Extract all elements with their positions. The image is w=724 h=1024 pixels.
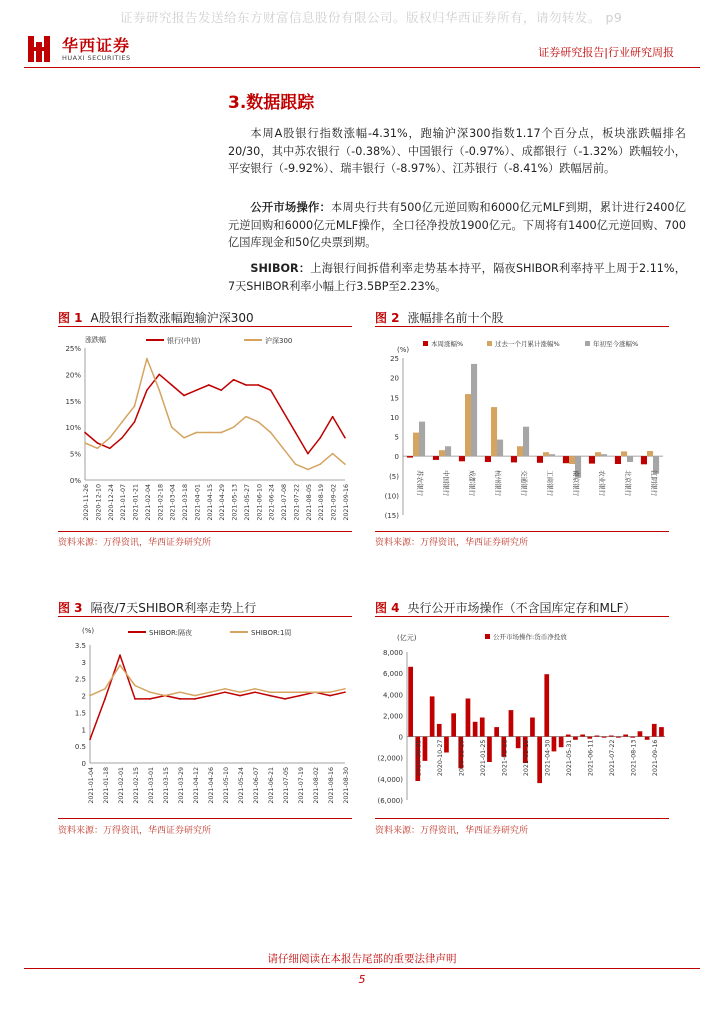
bar — [645, 737, 650, 740]
y-tick-label: (15) — [384, 512, 399, 520]
bar — [485, 456, 491, 462]
bar — [437, 724, 442, 737]
x-tick-label: 2021-05-13 — [231, 484, 239, 521]
y-tick-label: 25% — [65, 345, 81, 353]
x-tick-label: 南京银行 — [572, 470, 580, 497]
bar — [473, 722, 478, 737]
series-line-1 — [85, 374, 345, 453]
bar — [433, 456, 439, 460]
data-point — [284, 691, 286, 693]
bar — [491, 407, 497, 456]
bar — [544, 674, 549, 736]
y-tick-label: 0 — [398, 733, 403, 742]
bar — [408, 667, 413, 737]
data-point — [224, 691, 226, 693]
x-tick-label: 2021-02-22 — [501, 739, 509, 777]
bar — [615, 456, 621, 464]
legal-notice: 请仔细阅读在本报告尾部的重要法律声明 — [267, 953, 457, 965]
x-tick-label: 2020-08-05 — [415, 739, 423, 777]
figure-3-chart — [58, 620, 352, 816]
x-tick-label: 2021-06-10 — [256, 484, 264, 521]
data-point — [84, 442, 86, 444]
data-point — [258, 384, 260, 386]
data-point — [134, 685, 136, 687]
y-tick-label: 6,000 — [382, 670, 403, 679]
x-tick-label: 2021-04-30 — [544, 739, 552, 777]
x-tick-label: 交通银行 — [520, 470, 528, 497]
data-point — [239, 691, 241, 693]
figure-2-rule — [375, 326, 669, 327]
data-point — [134, 421, 136, 423]
y-tick-label: 15 — [390, 394, 399, 403]
legend-swatch — [487, 341, 492, 346]
bar — [566, 735, 571, 737]
x-tick-label: 2021-06-11 — [587, 739, 595, 777]
x-tick-label: 2021-09-16 — [652, 739, 660, 777]
x-tick-label: 2021-07-22 — [609, 739, 617, 777]
open-market-label: 公开市场操作： — [250, 201, 332, 214]
x-tick-label: 2021-06-24 — [268, 484, 276, 521]
bar — [451, 713, 456, 736]
data-point — [183, 395, 185, 397]
figure-3-header — [58, 599, 350, 616]
legend-label: 公开市场操作:货币净投放 — [493, 633, 567, 641]
data-point — [239, 695, 241, 697]
bar — [623, 735, 628, 737]
x-tick-label: 2021-02-15 — [133, 767, 140, 804]
page-number: 5 — [358, 973, 366, 986]
y-tick-label: 2.5 — [74, 675, 86, 684]
x-tick-label: 中国银行 — [442, 470, 450, 497]
x-tick-label: 2021-01-21 — [132, 484, 140, 521]
data-point — [299, 695, 301, 697]
y-tick-label: (6,000) — [377, 797, 403, 805]
shibor-text: 上海银行间拆借利率走势基本持平，隔夜SHIBOR利率持平上周于2.11%，7天SHIBOR利率小幅上行3.5BP至2.23%。 — [228, 262, 686, 293]
data-point — [295, 463, 297, 465]
bar — [589, 456, 595, 464]
watermark-text: 证券研究报告发送给东方财富信息股份有限公司。版权归华西证券所有，请勿转发。 p9 — [120, 10, 623, 25]
data-point — [344, 437, 346, 439]
y-tick-label: 2 — [81, 692, 86, 701]
legend-swatch — [485, 634, 490, 639]
x-tick-label: 2021-08-16 — [328, 767, 335, 804]
x-tick-label: 苏农银行 — [416, 470, 424, 497]
data-point — [119, 664, 121, 666]
data-point — [158, 374, 160, 376]
data-point — [307, 453, 309, 455]
y-tick-label: 3 — [81, 658, 86, 667]
x-tick-label: 2020-12-29 — [458, 739, 466, 777]
x-tick-label: 2021-03-15 — [163, 767, 170, 804]
figure-4-chart — [375, 620, 669, 816]
data-point — [220, 389, 222, 391]
figure-1-chart — [58, 330, 352, 530]
y-tick-label: (10) — [384, 492, 399, 501]
data-point — [332, 416, 334, 418]
data-point — [109, 448, 111, 450]
bar — [609, 736, 614, 737]
x-tick-label: 2021-07-19 — [298, 767, 305, 804]
data-point — [344, 463, 346, 465]
bar — [601, 454, 607, 456]
x-tick-label: 2021-08-30 — [343, 767, 350, 804]
bar — [465, 394, 471, 456]
bar — [466, 699, 471, 737]
legend-label: SHIBOR:1周 — [251, 629, 292, 637]
bar — [516, 737, 521, 749]
data-point — [97, 448, 99, 450]
figure-2-title: 涨幅排名前十个股 — [407, 311, 504, 325]
x-tick-label: 2021-05-31 — [566, 739, 574, 777]
data-point — [299, 691, 301, 693]
x-tick-label: 2021-01-07 — [120, 484, 128, 521]
figure-3-bottom-rule — [58, 818, 352, 819]
data-point — [164, 695, 166, 697]
x-tick-label: 2021-03-29 — [178, 767, 185, 804]
x-tick-label: 2020-12-10 — [95, 484, 103, 521]
data-point — [104, 698, 106, 700]
x-tick-label: 2021-09-16 — [343, 484, 350, 521]
x-tick-label: 2021-04-15 — [206, 484, 214, 521]
bar — [630, 737, 635, 738]
legend-label: 年初至今涨幅% — [593, 340, 639, 348]
data-point — [254, 691, 256, 693]
data-point — [89, 739, 91, 741]
data-point — [254, 688, 256, 690]
figure-4-rule — [375, 616, 669, 617]
data-point — [84, 432, 86, 434]
figure-1-bottom-rule — [58, 531, 352, 532]
bar — [587, 737, 592, 739]
data-point — [146, 389, 148, 391]
y-tick-label: 20 — [390, 374, 399, 383]
figure-4-title: 央行公开市场操作（不含国库定存和MLF） — [407, 601, 636, 615]
data-point — [171, 426, 173, 428]
data-point — [209, 695, 211, 697]
y-tick-label: (4,000) — [377, 775, 403, 784]
bar — [487, 737, 492, 762]
data-point — [269, 691, 271, 693]
bar — [580, 735, 585, 737]
data-point — [319, 437, 321, 439]
series-line-2 — [85, 359, 345, 470]
bar — [621, 451, 627, 456]
figure-4-bottom-rule — [375, 818, 669, 819]
bar — [439, 450, 445, 456]
bar — [423, 737, 428, 761]
bar — [497, 440, 503, 457]
series-line-1 — [90, 655, 345, 739]
bar — [652, 724, 657, 737]
data-point — [121, 421, 123, 423]
x-tick-label: 2021-01-25 — [480, 739, 488, 777]
data-point — [194, 698, 196, 700]
x-tick-label: 2020-10-27 — [437, 739, 445, 777]
y-tick-label: 5 — [394, 433, 399, 442]
y-tick-label: (5) — [389, 472, 399, 481]
y-axis-title: (%) — [397, 346, 410, 354]
figure-1-rule — [58, 326, 352, 327]
data-point — [134, 698, 136, 700]
data-point — [146, 358, 148, 360]
y-tick-label: 2,000 — [382, 712, 403, 721]
bar — [413, 433, 419, 457]
bar — [509, 710, 514, 736]
data-point — [89, 695, 91, 697]
figure-4-number: 图 4 — [375, 601, 400, 615]
bar — [480, 718, 485, 737]
bar — [573, 737, 578, 740]
y-tick-label: 15% — [65, 397, 81, 406]
data-point — [258, 421, 260, 423]
figure-1-source: 资料来源：万得资讯，华西证券研究所 — [58, 538, 212, 548]
data-point — [270, 432, 272, 434]
y-tick-label: 8,000 — [382, 649, 403, 657]
data-point — [171, 384, 173, 386]
y-tick-label: 20% — [65, 371, 81, 380]
data-point — [208, 384, 210, 386]
figure-2-source: 资料来源：万得资讯，华西证券研究所 — [375, 538, 529, 548]
data-point — [224, 688, 226, 690]
bar — [444, 737, 449, 753]
open-market-text: 本周央行共有500亿元逆回购和6000亿元MLF到期，累计进行2400亿元逆回购和6000亿元MLF操作，全口径净投放1900亿元。下周将有1400亿元逆回购、700亿国库现金和50亿央票到期。 — [228, 201, 686, 249]
bar — [430, 696, 435, 736]
data-point — [134, 405, 136, 407]
legend-label: 银行(中信) — [167, 337, 201, 345]
legend-label: 过去一个月累计涨幅% — [495, 340, 560, 348]
x-tick-label: 2021-06-07 — [253, 767, 260, 804]
legend-label: SHIBOR:隔夜 — [149, 629, 192, 637]
bar — [543, 452, 549, 456]
y-tick-label: 10 — [390, 413, 399, 422]
data-point — [295, 432, 297, 434]
bar — [552, 737, 557, 752]
data-point — [208, 432, 210, 434]
y-tick-label: 0 — [81, 760, 86, 768]
x-tick-label: 2021-03-18 — [182, 484, 190, 521]
data-point — [179, 698, 181, 700]
data-point — [194, 695, 196, 697]
x-tick-label: 2021-02-01 — [118, 767, 125, 804]
bar — [595, 736, 600, 737]
company-name-cn: 华西证券 — [62, 36, 131, 55]
figure-4-header — [375, 599, 675, 616]
x-tick-label: 农业银行 — [598, 470, 606, 497]
y-tick-label: 4,000 — [382, 691, 403, 700]
huaxi-logo-icon — [28, 36, 50, 62]
bar — [494, 727, 499, 737]
x-tick-label: 江阴银行 — [650, 470, 658, 497]
figure-2-bottom-rule — [375, 531, 669, 532]
bar — [419, 422, 425, 457]
paragraph-open-market — [228, 199, 686, 252]
data-point — [245, 384, 247, 386]
paragraph-shibor — [228, 260, 686, 295]
data-point — [97, 442, 99, 444]
figure-1-number: 图 1 — [58, 311, 83, 325]
bar — [595, 452, 601, 456]
bar — [616, 737, 621, 738]
x-tick-label: 2021-08-13 — [630, 739, 638, 777]
figure-2-number: 图 2 — [375, 311, 400, 325]
x-tick-label: 2021-08-02 — [313, 767, 320, 804]
y-tick-label: 0 — [394, 453, 399, 462]
x-tick-label: 2021-01-04 — [88, 767, 95, 804]
figure-2-chart — [375, 330, 669, 530]
data-point — [245, 416, 247, 418]
paragraph-bank-index: 本周A股银行指数涨幅-4.31%，跑输沪深300指数1.17个百分点，板块涨跌幅排名20/30，其中苏农银行（-0.38%）、中国银行（-0.97%）、成都银行（-1.32%）跌幅较小，平安银行（-9.92%）、瑞丰银行（-8.97%）、江苏银行（-8.41%）跌幅居前。 — [228, 127, 686, 175]
x-tick-label: 北京银行 — [624, 470, 632, 497]
data-point — [109, 437, 111, 439]
bar — [602, 737, 607, 738]
x-tick-label: 2021-09-02 — [330, 484, 338, 521]
legend-swatch — [423, 341, 428, 346]
data-point — [344, 688, 346, 690]
x-tick-label: 2021-07-22 — [293, 484, 301, 521]
x-tick-label: 2021-02-04 — [144, 484, 152, 521]
bar — [537, 737, 542, 784]
y-axis-title: (亿元) — [397, 634, 417, 642]
data-point — [284, 698, 286, 700]
x-tick-label: 2021-08-19 — [318, 484, 326, 521]
data-point — [196, 389, 198, 391]
legend-label: 沪深300 — [265, 337, 293, 345]
data-point — [269, 695, 271, 697]
x-tick-label: 2021-08-05 — [305, 484, 313, 521]
y-tick-label: 1.5 — [74, 709, 86, 718]
x-tick-label: 2021-04-26 — [208, 767, 215, 804]
bar — [659, 727, 664, 737]
data-point — [121, 437, 123, 439]
x-tick-label: 2021-07-08 — [281, 484, 289, 521]
data-point — [329, 695, 331, 697]
x-tick-label: 2021-02-18 — [157, 484, 165, 521]
x-tick-label: 2021-07-05 — [283, 767, 290, 804]
x-tick-label: 2021-03-04 — [169, 484, 177, 521]
data-point — [270, 389, 272, 391]
data-point — [332, 453, 334, 455]
header-divider — [24, 67, 700, 68]
x-tick-label: 2020-11-26 — [83, 484, 90, 521]
data-point — [282, 411, 284, 413]
y-tick-label: 3.5 — [74, 642, 86, 650]
figure-3-rule — [58, 616, 352, 617]
data-point — [319, 463, 321, 465]
data-point — [209, 691, 211, 693]
data-point — [329, 691, 331, 693]
x-tick-label: 2020-12-24 — [107, 484, 115, 521]
shibor-label: SHIBOR： — [250, 262, 311, 275]
figure-3-title: 隔夜/7天SHIBOR利率走势上行 — [90, 601, 257, 615]
figure-3-source: 资料来源：万得资讯，华西证券研究所 — [58, 826, 212, 836]
x-tick-label: 2021-04-01 — [194, 484, 202, 521]
y-tick-label: 5% — [69, 450, 81, 459]
y-axis-title: (%) — [82, 627, 95, 635]
bar — [459, 456, 465, 461]
x-tick-label: 工商银行 — [546, 470, 554, 497]
data-point — [282, 448, 284, 450]
data-point — [307, 469, 309, 471]
y-tick-label: 0% — [69, 477, 81, 485]
bar — [638, 731, 643, 736]
figure-2-header — [375, 309, 667, 326]
report-type: 证券研究报告|行业研究周报 — [538, 46, 674, 59]
legend-label: 本周涨幅% — [431, 340, 464, 348]
bar — [569, 456, 575, 464]
y-tick-label: 0.5 — [74, 743, 86, 752]
bar — [471, 364, 477, 456]
y-tick-label: 25 — [390, 355, 399, 363]
data-point — [149, 698, 151, 700]
data-point — [344, 691, 346, 693]
x-tick-label: 2021-05-24 — [238, 767, 245, 804]
x-tick-label: 2021-03-19 — [523, 739, 531, 777]
legend-swatch — [585, 341, 590, 346]
y-tick-label: (2,000) — [377, 754, 403, 763]
x-tick-label: 2021-01-18 — [103, 767, 110, 804]
data-point — [233, 379, 235, 381]
x-tick-label: 成都银行 — [468, 470, 476, 497]
bar — [563, 456, 569, 463]
data-point — [179, 691, 181, 693]
bar — [627, 456, 633, 462]
bar — [641, 456, 647, 464]
figure-1-header — [58, 309, 350, 326]
bar — [559, 737, 564, 748]
x-tick-label: 杭州银行 — [494, 470, 502, 497]
bar — [530, 718, 535, 737]
company-name-en: HUAXI SECURITIES — [62, 54, 131, 62]
bar — [407, 456, 413, 458]
y-tick-label: 1 — [81, 726, 86, 735]
section-title: 3.数据跟踪 — [228, 93, 315, 113]
x-tick-label: 2021-04-12 — [193, 767, 200, 804]
x-tick-label: 2021-06-21 — [268, 767, 275, 804]
y-tick-label: 10% — [65, 424, 81, 433]
bar — [647, 451, 653, 456]
footer-divider — [24, 968, 700, 969]
x-tick-label: 2021-04-29 — [219, 484, 227, 521]
data-point — [183, 437, 185, 439]
data-point — [220, 432, 222, 434]
x-tick-label: 2021-03-01 — [148, 767, 155, 804]
data-point — [104, 688, 106, 690]
x-tick-label: 2021-05-27 — [243, 484, 251, 521]
bar — [537, 456, 543, 463]
figure-1-title: A股银行指数涨幅跑输沪深300 — [90, 311, 254, 325]
data-point — [158, 389, 160, 391]
data-point — [196, 432, 198, 434]
bar — [445, 446, 451, 456]
data-point — [149, 691, 151, 693]
x-tick-label: 2021-05-10 — [223, 767, 230, 804]
figure-4-source: 资料来源：万得资讯，华西证券研究所 — [375, 826, 529, 836]
data-point — [314, 691, 316, 693]
figure-3-number: 图 3 — [58, 601, 83, 615]
y-axis-title: 涨跌幅 — [85, 336, 106, 344]
bar — [511, 456, 517, 462]
data-point — [119, 654, 121, 656]
bar — [523, 427, 529, 456]
bar — [549, 454, 555, 456]
bar — [517, 446, 523, 456]
data-point — [233, 426, 235, 428]
